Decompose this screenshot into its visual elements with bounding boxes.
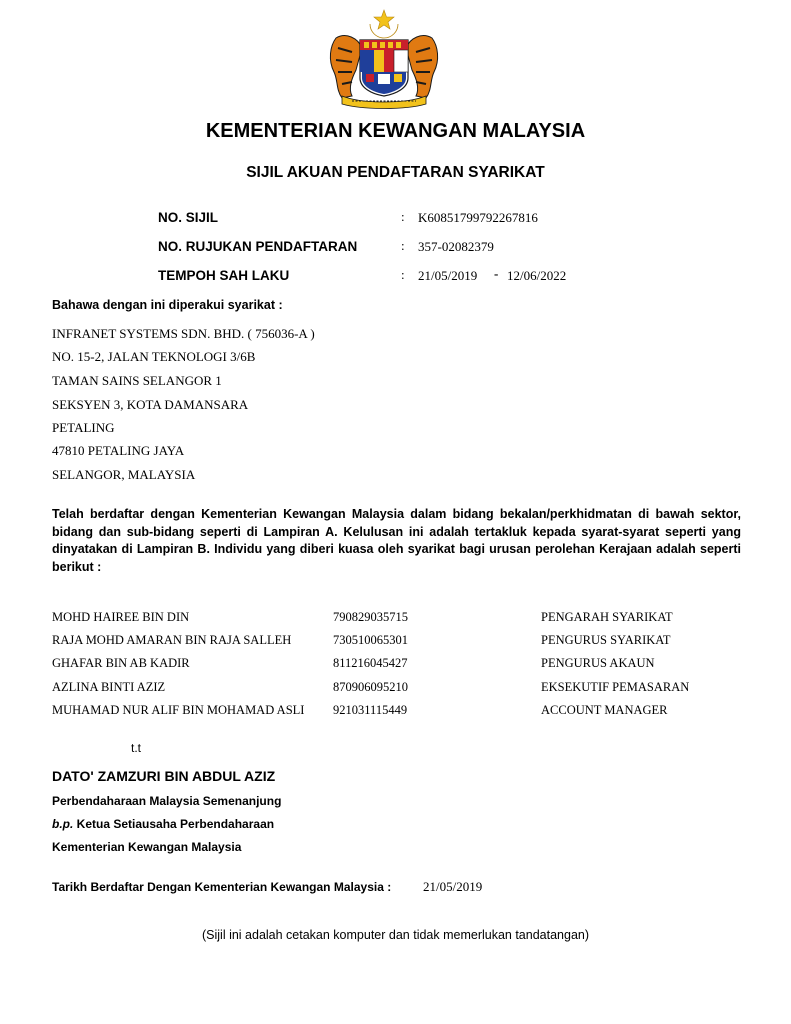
table-row [52,680,742,700]
registered-label: Tarikh Berdaftar Dengan Kementerian Kewangan Malaysia : [52,880,392,894]
signatory-line2-wrap [52,817,274,831]
bp-prefix: b.p. [52,817,74,831]
company-line: NO. 15-2, JALAN TEKNOLOGI 3/6B [52,349,256,364]
tempoh-label: TEMPOH SAH LAKU [158,268,290,283]
company-line: SEKSYEN 3, KOTA DAMANSARA [52,397,249,412]
registered-date: 21/05/2019 [423,879,483,894]
coat-of-arms-icon [322,8,446,110]
signatory-line3: Kementerian Kewangan Malaysia [52,840,242,854]
person-name: AZLINA BINTI AZIZ [52,680,166,694]
signatory-name: DATO' ZAMZURI BIN ABDUL AZIZ [52,768,276,784]
person-name: RAJA MOHD AMARAN BIN RAJA SALLEH [52,633,292,647]
person-role: PENGURUS AKAUN [541,656,655,670]
company-intro: Bahawa dengan ini diperakui syarikat : [52,298,283,312]
colon: : [401,267,405,282]
company-line: PETALING [52,420,115,435]
person-name: MOHD HAIREE BIN DIN [52,610,190,624]
company-line: TAMAN SAINS SELANGOR 1 [52,373,222,388]
colon: : [401,238,405,253]
company-line: INFRANET SYSTEMS SDN. BHD. ( 756036-A ) [52,326,315,341]
table-row [52,610,742,630]
tempoh-from: 21/05/2019 [418,268,478,283]
no-rujukan-value: 357-02082379 [418,239,494,254]
person-id: 790829035715 [333,610,408,624]
company-line: 47810 PETALING JAYA [52,443,185,458]
person-role: EKSEKUTIF PEMASARAN [541,680,690,694]
person-id: 811216045427 [333,656,408,670]
no-sijil-label: NO. SIJIL [158,210,219,225]
statement-paragraph: Telah berdaftar dengan Kementerian Kewangan Malaysia dalam bidang bekalan/perkhidmatan di bawah sektor, bidang dan sub-bidang seperti di Lampiran A. Kelulusan ini adalah tertakluk kepada syarat-syarat seperti yang dinyatakan di Lampiran B. Individu yang diberi kuasa oleh syarikat bagi urusan perolehan Kerajaan adalah seperti berikut : [52,507,741,574]
table-row [52,633,742,653]
table-row [52,656,742,676]
footnote: (Sijil ini adalah cetakan komputer dan tidak memerlukan tandatangan) [201,928,590,942]
signatory-line1: Perbendaharaan Malaysia Semenanjung [52,794,282,808]
company-line: SELANGOR, MALAYSIA [52,467,196,482]
ministry-title: KEMENTERIAN KEWANGAN MALAYSIA [205,120,586,142]
person-name: GHAFAR BIN AB KADIR [52,656,190,670]
person-id: 921031115449 [333,703,408,717]
certificate-title: SIJIL AKUAN PENDAFTARAN SYARIKAT [246,164,545,181]
no-rujukan-label: NO. RUJUKAN PENDAFTARAN [158,239,358,254]
person-role: ACCOUNT MANAGER [541,703,668,717]
person-name: MUHAMAD NUR ALIF BIN MOHAMAD ASLI [52,703,305,717]
tt-mark: t.t [131,741,142,755]
person-id: 730510065301 [333,633,408,647]
no-sijil-value: K60851799792267816 [418,210,538,225]
person-role: PENGARAH SYARIKAT [541,610,673,624]
signatory-line2: Ketua Setiausaha Perbendaharaan [76,817,275,831]
tempoh-to: 12/06/2022 [507,268,567,283]
table-row [52,703,742,723]
tempoh-dash: - [494,266,499,281]
colon: : [401,209,405,224]
person-role: PENGURUS SYARIKAT [541,633,671,647]
person-id: 870906095210 [333,680,408,694]
